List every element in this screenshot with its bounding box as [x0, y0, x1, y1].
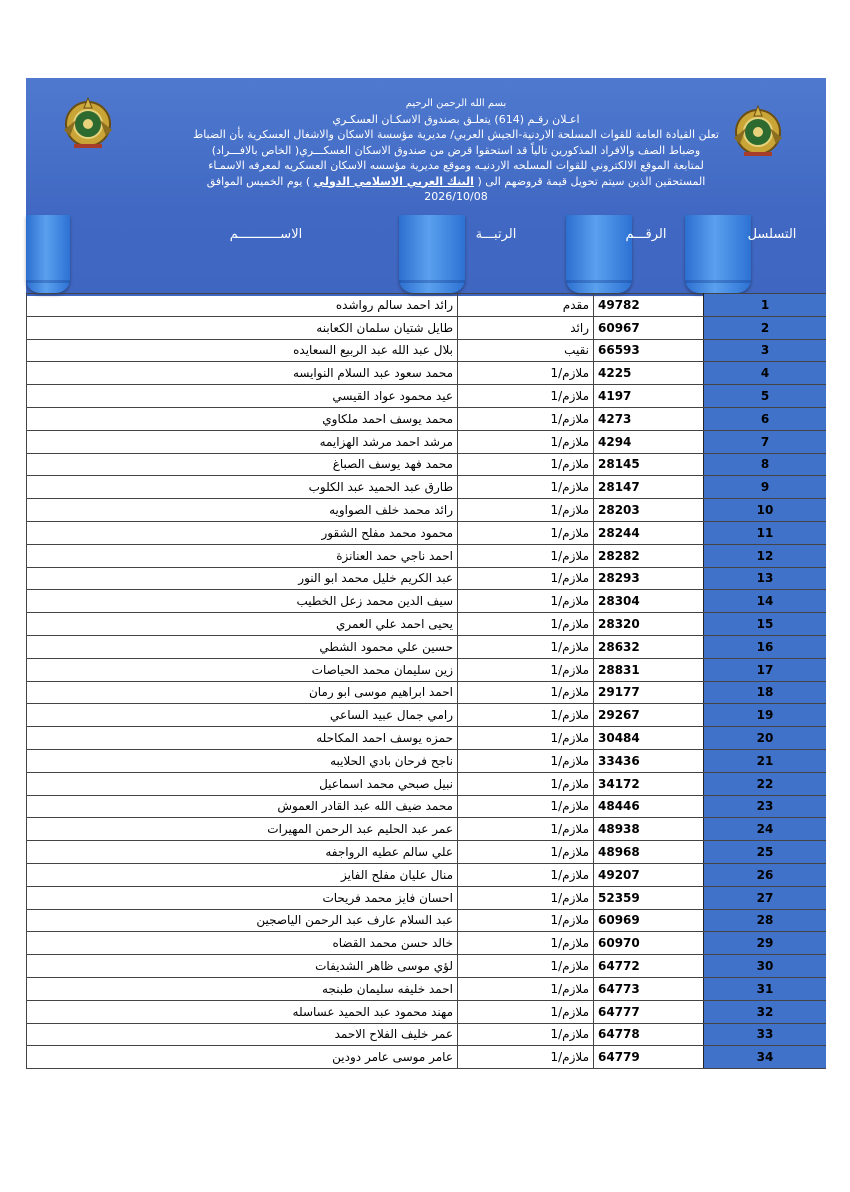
- announcement-line: لمتابعة الموقع الالكتروني للقوات المسلحه الاردنيـه وموقع مديرية مؤسسه الاسكان العسكريه لمعرفه الاسمـاء: [208, 159, 704, 172]
- number-cell: 28304: [594, 590, 704, 613]
- rank-cell: ملازم/1: [458, 635, 594, 658]
- serial-cell: 24: [704, 818, 827, 841]
- serial-cell: 33: [704, 1023, 827, 1046]
- rank-cell: ملازم/1: [458, 977, 594, 1000]
- name-cell: لؤي موسى ظاهر الشديفات: [27, 955, 458, 978]
- name-cell: نبيل صبحي محمد اسماعيل: [27, 772, 458, 795]
- announcement-line: [176, 174, 736, 205]
- jordan-armed-forces-emblem-icon: [726, 98, 790, 162]
- serial-cell: 32: [704, 1000, 827, 1023]
- number-cell: 64777: [594, 1000, 704, 1023]
- name-cell: حمزه يوسف احمد المكاحله: [27, 727, 458, 750]
- rank-cell: ملازم/1: [458, 727, 594, 750]
- number-cell: 60970: [594, 932, 704, 955]
- table-row: [27, 1000, 827, 1023]
- table-row: [27, 727, 827, 750]
- serial-cell: 20: [704, 727, 827, 750]
- table-row: [27, 521, 827, 544]
- serial-cell: 2: [704, 316, 827, 339]
- serial-cell: 7: [704, 430, 827, 453]
- bank-name: البنك العربي الاسلامي الدولي: [313, 174, 474, 188]
- table-row: [27, 385, 827, 408]
- announcement-line-end: ) يوم الخميس الموافق 2026/10/08: [206, 174, 488, 203]
- name-cell: زين سليمان محمد الحياصات: [27, 658, 458, 681]
- serial-cell: 19: [704, 704, 827, 727]
- table-row: [27, 544, 827, 567]
- table-row: [27, 1046, 827, 1069]
- serial-cell: 9: [704, 476, 827, 499]
- table-row: [27, 658, 827, 681]
- name-cell: خالد حسن محمد القضاه: [27, 932, 458, 955]
- number-cell: 4294: [594, 430, 704, 453]
- serial-cell: 12: [704, 544, 827, 567]
- basmala: بسم الله الرحمن الرحيم: [405, 98, 507, 109]
- serial-cell: 26: [704, 863, 827, 886]
- table-row: [27, 1023, 827, 1046]
- header-tab: [26, 215, 70, 293]
- announcement-text: [176, 96, 736, 205]
- rank-cell: ملازم/1: [458, 567, 594, 590]
- rank-cell: ملازم/1: [458, 886, 594, 909]
- table-row: [27, 316, 827, 339]
- serial-cell: 11: [704, 521, 827, 544]
- number-cell: 64772: [594, 955, 704, 978]
- rank-cell: ملازم/1: [458, 704, 594, 727]
- serial-cell: 31: [704, 977, 827, 1000]
- table-row: [27, 362, 827, 385]
- rank-cell: ملازم/1: [458, 476, 594, 499]
- name-cell: محمود محمد مفلح الشقور: [27, 521, 458, 544]
- table-row: [27, 476, 827, 499]
- name-cell: عمر عبد الحليم عبد الرحمن المهيرات: [27, 818, 458, 841]
- serial-cell: 10: [704, 499, 827, 522]
- table-row: [27, 909, 827, 932]
- table-row: [27, 635, 827, 658]
- announcement-line: وضباط الصف والافراد المذكورين تالياً قد استحقوا قرض من صندوق الاسكان العسكـــري( الخاص بالافـــراد): [211, 143, 701, 157]
- serial-cell: 1: [704, 294, 827, 317]
- table-row: [27, 590, 827, 613]
- personnel-table: [26, 293, 826, 1069]
- name-cell: محمد يوسف احمد ملكاوي: [27, 407, 458, 430]
- serial-cell: 18: [704, 681, 827, 704]
- name-cell: عبد الكريم خليل محمد ابو النور: [27, 567, 458, 590]
- rank-cell: ملازم/1: [458, 932, 594, 955]
- serial-cell: 16: [704, 635, 827, 658]
- name-cell: يحيى احمد علي العمري: [27, 613, 458, 636]
- rank-cell: ملازم/1: [458, 1046, 594, 1069]
- announcement-title: اعـلان رقـم (614) يتعلـق بصندوق الاسكـان العسكـري: [332, 112, 580, 126]
- number-cell: 4225: [594, 362, 704, 385]
- name-cell: رائد محمد خلف الصواويه: [27, 499, 458, 522]
- name-cell: رائد احمد سالم رواشده: [27, 294, 458, 317]
- rank-cell: ملازم/1: [458, 795, 594, 818]
- rank-cell: ملازم/1: [458, 544, 594, 567]
- name-cell: طايل شتيان سلمان الكعابنه: [27, 316, 458, 339]
- serial-cell: 6: [704, 407, 827, 430]
- number-cell: 48446: [594, 795, 704, 818]
- serial-cell: 3: [704, 339, 827, 362]
- rank-cell: ملازم/1: [458, 1023, 594, 1046]
- number-cell: 49207: [594, 863, 704, 886]
- name-cell: بلال عبد الله عبد الربيع السعايده: [27, 339, 458, 362]
- table-row: [27, 977, 827, 1000]
- number-cell: 64773: [594, 977, 704, 1000]
- header-number: الرقـــم: [625, 227, 667, 242]
- rank-cell: ملازم/1: [458, 1000, 594, 1023]
- number-cell: 49782: [594, 294, 704, 317]
- rank-cell: ملازم/1: [458, 430, 594, 453]
- serial-cell: 17: [704, 658, 827, 681]
- number-cell: 60969: [594, 909, 704, 932]
- rank-cell: ملازم/1: [458, 407, 594, 430]
- rank-cell: ملازم/1: [458, 613, 594, 636]
- name-cell: احمد ابراهيم موسى ابو رمان: [27, 681, 458, 704]
- number-cell: 4197: [594, 385, 704, 408]
- serial-cell: 15: [704, 613, 827, 636]
- table-row: [27, 818, 827, 841]
- number-cell: 28203: [594, 499, 704, 522]
- number-cell: 66593: [594, 339, 704, 362]
- number-cell: 64779: [594, 1046, 704, 1069]
- number-cell: 28282: [594, 544, 704, 567]
- serial-cell: 30: [704, 955, 827, 978]
- table-row: [27, 613, 827, 636]
- name-cell: منال عليان مفلح الفايز: [27, 863, 458, 886]
- number-cell: 28244: [594, 521, 704, 544]
- number-cell: 64778: [594, 1023, 704, 1046]
- name-cell: محمد سعود عبد السلام النوايسه: [27, 362, 458, 385]
- number-cell: 60967: [594, 316, 704, 339]
- name-cell: سيف الدين محمد زعل الخطيب: [27, 590, 458, 613]
- serial-cell: 25: [704, 841, 827, 864]
- number-cell: 33436: [594, 749, 704, 772]
- table-row: [27, 294, 827, 317]
- rank-cell: ملازم/1: [458, 772, 594, 795]
- rank-cell: ملازم/1: [458, 955, 594, 978]
- rank-cell: ملازم/1: [458, 453, 594, 476]
- number-cell: 28145: [594, 453, 704, 476]
- number-cell: 29177: [594, 681, 704, 704]
- table-row: [27, 339, 827, 362]
- table-row: [27, 772, 827, 795]
- number-cell: 28147: [594, 476, 704, 499]
- serial-cell: 22: [704, 772, 827, 795]
- number-cell: 30484: [594, 727, 704, 750]
- serial-cell: 29: [704, 932, 827, 955]
- name-cell: مهند محمود عبد الحميد عساسله: [27, 1000, 458, 1023]
- name-cell: ناجح فرحان بادي الحلايبه: [27, 749, 458, 772]
- rank-cell: نقيب: [458, 339, 594, 362]
- number-cell: 28632: [594, 635, 704, 658]
- name-cell: رامي جمال عبيد الساعي: [27, 704, 458, 727]
- header-rank: الرتبـــة: [475, 227, 517, 242]
- serial-cell: 14: [704, 590, 827, 613]
- name-cell: عبد السلام عارف عبد الرحمن الياصجين: [27, 909, 458, 932]
- number-cell: 48968: [594, 841, 704, 864]
- table-row: [27, 453, 827, 476]
- rank-cell: ملازم/1: [458, 385, 594, 408]
- name-cell: محمد فهد يوسف الصباغ: [27, 453, 458, 476]
- table-row: [27, 407, 827, 430]
- rank-cell: مقدم: [458, 294, 594, 317]
- table-row: [27, 681, 827, 704]
- table-row: [27, 795, 827, 818]
- rank-cell: ملازم/1: [458, 818, 594, 841]
- name-cell: احسان فايز محمد فريحات: [27, 886, 458, 909]
- announcement-line: تعلن القيادة العامة للقوات المسلحة الاردنية-الجيش العربي/ مديرية مؤسسة الاسكان والاشغال العسكرية بأن الضباط: [193, 128, 719, 141]
- name-cell: محمد ضيف الله عبد القادر العموش: [27, 795, 458, 818]
- header-name: الاســـــــــــم: [229, 227, 303, 242]
- name-cell: طارق عبد الحميد عبد الكلوب: [27, 476, 458, 499]
- serial-cell: 23: [704, 795, 827, 818]
- table-row: [27, 886, 827, 909]
- number-cell: 29267: [594, 704, 704, 727]
- table-row: [27, 704, 827, 727]
- number-cell: 28831: [594, 658, 704, 681]
- rank-cell: ملازم/1: [458, 362, 594, 385]
- table-row: [27, 863, 827, 886]
- header-serial: التسلسل: [747, 227, 797, 242]
- name-cell: عامر موسى عامر دودين: [27, 1046, 458, 1069]
- number-cell: 34172: [594, 772, 704, 795]
- serial-cell: 27: [704, 886, 827, 909]
- name-cell: مرشد احمد مرشد الهزايمه: [27, 430, 458, 453]
- jordan-armed-forces-emblem-icon: [56, 90, 120, 154]
- serial-cell: 13: [704, 567, 827, 590]
- serial-cell: 28: [704, 909, 827, 932]
- rank-cell: ملازم/1: [458, 521, 594, 544]
- table-row: [27, 955, 827, 978]
- rank-cell: ملازم/1: [458, 841, 594, 864]
- table-row: [27, 430, 827, 453]
- rank-cell: ملازم/1: [458, 499, 594, 522]
- rank-cell: ملازم/1: [458, 749, 594, 772]
- name-cell: عمر خليف الفلاح الاحمد: [27, 1023, 458, 1046]
- table-row: [27, 749, 827, 772]
- table-header: [26, 215, 826, 293]
- serial-cell: 4: [704, 362, 827, 385]
- number-cell: 28293: [594, 567, 704, 590]
- rank-cell: ملازم/1: [458, 590, 594, 613]
- table-row: [27, 567, 827, 590]
- name-cell: احمد خليفه سليمان طبنجه: [27, 977, 458, 1000]
- name-cell: علي سالم عطيه الرواجفه: [27, 841, 458, 864]
- rank-cell: ملازم/1: [458, 909, 594, 932]
- serial-cell: 21: [704, 749, 827, 772]
- number-cell: 48938: [594, 818, 704, 841]
- table-row: [27, 932, 827, 955]
- number-cell: 28320: [594, 613, 704, 636]
- number-cell: 4273: [594, 407, 704, 430]
- rank-cell: ملازم/1: [458, 863, 594, 886]
- rank-cell: رائد: [458, 316, 594, 339]
- announcement-line-start: المستحقين الذين سيتم تحويل قيمة قروضهم الى (: [477, 174, 706, 188]
- table-row: [27, 499, 827, 522]
- number-cell: 52359: [594, 886, 704, 909]
- name-cell: عيد محمود عواد القيسي: [27, 385, 458, 408]
- table-row: [27, 841, 827, 864]
- name-cell: احمد ناجي حمد العنانزة: [27, 544, 458, 567]
- serial-cell: 8: [704, 453, 827, 476]
- name-cell: حسين علي محمود الشطي: [27, 635, 458, 658]
- serial-cell: 34: [704, 1046, 827, 1069]
- serial-cell: 5: [704, 385, 827, 408]
- rank-cell: ملازم/1: [458, 658, 594, 681]
- personnel-table-body: [27, 294, 827, 1069]
- rank-cell: ملازم/1: [458, 681, 594, 704]
